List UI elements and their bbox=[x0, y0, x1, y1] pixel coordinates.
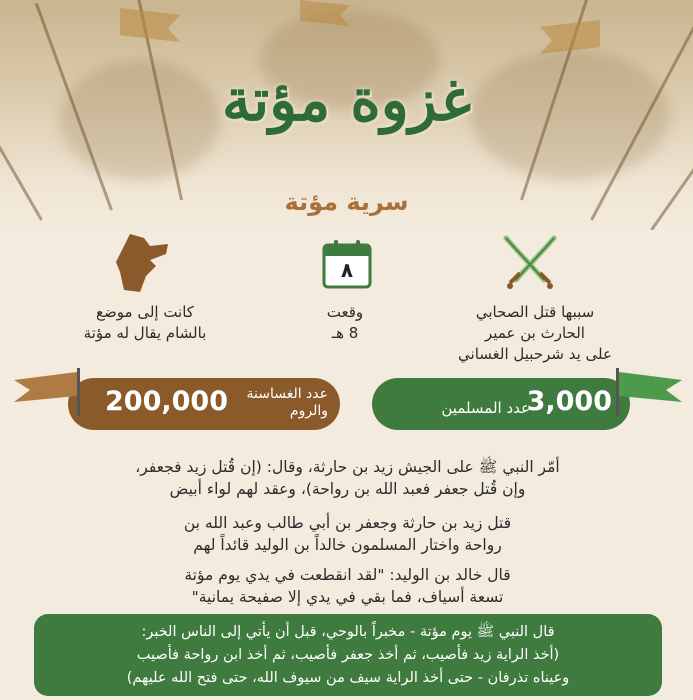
p3-line2: تسعة أسياف، فما بقي في يدي إلا صفيحة يمانية" bbox=[191, 588, 504, 606]
enemy-label-line2: والروم bbox=[289, 403, 328, 419]
hadith-line2: (أخذ الراية زيد فأصيب، ثم أخذ جعفر فأصيب، ثم أخذ ابن رواحة فأصيب bbox=[136, 647, 560, 663]
muslims-label: عدد المسلمين bbox=[441, 399, 530, 417]
location-line1: كانت إلى موضع bbox=[96, 303, 194, 321]
hadith-line3: وعيناه تذرفان - حتى أخذ الراية سيف من سيوف الله، حتى فتح الله عليهم) bbox=[126, 670, 570, 686]
hadith-box bbox=[34, 614, 662, 696]
muslims-number: 3,000 bbox=[526, 386, 612, 417]
calendar-icon bbox=[321, 238, 373, 290]
cause-info bbox=[420, 302, 650, 365]
p2-line2: رواحة واختار المسلمون خالداً بن الوليد قائداً لهم bbox=[193, 536, 502, 554]
enemy-count-band bbox=[68, 378, 340, 430]
date-line2: 8 هـ bbox=[331, 324, 359, 342]
page-title: غزوة مؤتة bbox=[221, 66, 472, 134]
location-line2: بالشام يقال له مؤتة bbox=[83, 324, 207, 342]
brown-flag-icon bbox=[12, 366, 82, 416]
p1-line2: وإن قُتل جعفر فعبد الله بن رواحة)، وعقد لهم لواء أبيض bbox=[169, 480, 526, 498]
jordan-map-icon bbox=[110, 232, 170, 294]
enemy-label bbox=[246, 386, 328, 420]
p1-line1: أمّر النبي ﷺ على الجيش زيد بن حارثة، وقال: (إن قُتل زيد فجعفر، bbox=[135, 458, 560, 476]
paragraph-martyrs bbox=[40, 512, 655, 556]
hadith-text bbox=[48, 621, 648, 690]
page-subtitle: سرية مؤتة bbox=[284, 188, 409, 216]
cause-line3: على يد شرحبيل الغساني bbox=[458, 345, 612, 363]
location-info bbox=[50, 302, 240, 344]
paragraph-army-command bbox=[40, 456, 655, 500]
crossed-swords-icon bbox=[498, 232, 562, 296]
cause-line1: سببها قتل الصحابي bbox=[475, 303, 595, 321]
paragraph-khalid-quote bbox=[40, 564, 655, 608]
green-flag-icon bbox=[614, 366, 684, 416]
enemy-label-line1: عدد الغساسنة bbox=[246, 386, 328, 402]
enemy-number: 200,000 bbox=[105, 386, 228, 417]
date-line1: وقعت bbox=[326, 303, 364, 321]
p3-line1: قال خالد بن الوليد: "لقد انقطعت في يدي يوم مؤتة bbox=[184, 566, 511, 584]
hadith-line1: قال النبي ﷺ يوم مؤتة - مخبراً بالوحي، قبل أن يأتي إلى الناس الخبر: bbox=[141, 624, 555, 640]
calendar-number: ٨ bbox=[340, 258, 354, 282]
muslims-count-band bbox=[372, 378, 630, 430]
p2-line1: قتل زيد بن حارثة وجعفر بن أبي طالب وعبد الله بن bbox=[183, 514, 512, 532]
cause-line2: الحارث بن عمير bbox=[485, 324, 585, 342]
date-info bbox=[290, 302, 400, 344]
